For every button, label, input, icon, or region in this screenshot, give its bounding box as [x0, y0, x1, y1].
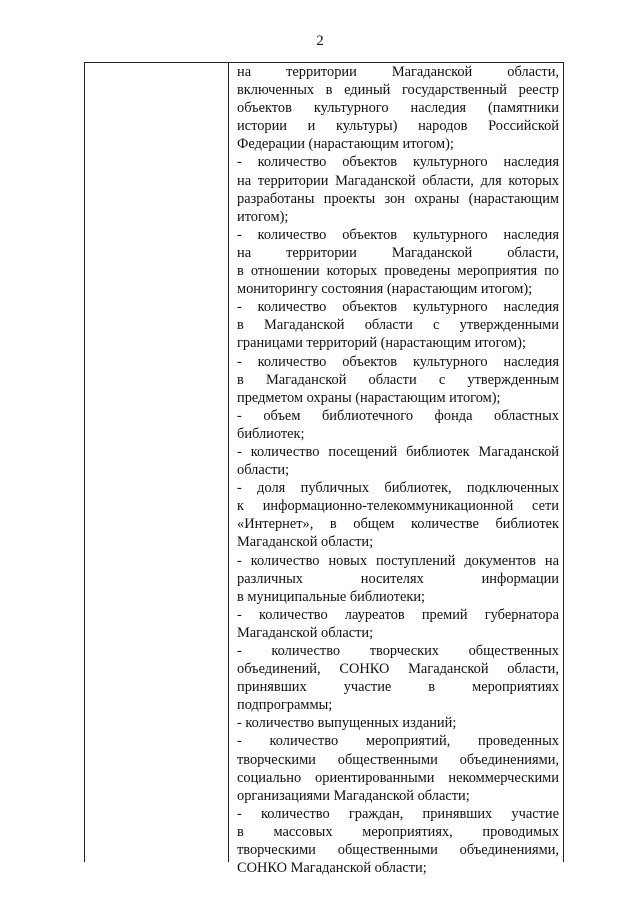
text-line: - количество лауреатов премий губернатора — [237, 606, 559, 623]
text-line: в Магаданской области с утвержденным — [237, 371, 559, 388]
text-line: в отношении которых проведены мероприятия по — [237, 263, 559, 280]
text-line: истории и культуры) народов Российской — [237, 118, 559, 135]
text-line: организациями Магаданской области; — [237, 787, 470, 804]
document-table — [84, 62, 564, 877]
text-line: в массовых мероприятиях, проводимых — [237, 823, 559, 840]
text-line: социально ориентированными некоммерческими — [237, 769, 559, 786]
text-line: библиотек; — [237, 425, 305, 442]
text-line: границами территорий (нарастающим итогом); — [237, 335, 526, 352]
text-line: - количество объектов культурного наследия — [237, 154, 559, 171]
text-line: предметом охраны (нарастающим итогом); — [237, 389, 501, 406]
text-line: - объем библиотечного фонда областных — [237, 407, 559, 424]
text-line: - количество объектов культурного наследия — [237, 353, 559, 370]
text-line: подпрограммы; — [237, 697, 333, 714]
text-line: Магаданской области; — [237, 534, 374, 551]
text-line: «Интернет», в общем количестве библиотек — [237, 516, 559, 533]
text-line: включенных в единый государственный реестр — [237, 82, 559, 99]
text-line: в Магаданской области с утвержденными — [237, 317, 559, 334]
text-line: - количество объектов культурного наследия — [237, 299, 559, 316]
text-line: в муниципальные библиотеки; — [237, 588, 426, 605]
text-line: - количество посещений библиотек Магаданской — [237, 443, 559, 460]
text-line: - доля публичных библиотек, подключенных — [237, 480, 559, 497]
text-line: принявших участие в мероприятиях — [237, 679, 559, 696]
text-line: объектов культурного наследия (памятники — [237, 100, 559, 117]
text-line: - количество объектов культурного наследия — [237, 226, 559, 243]
table-left-cell — [85, 63, 228, 862]
text-line: Магаданской области; — [237, 624, 374, 641]
text-line: на территории Магаданской области, — [237, 244, 559, 261]
text-line: различных носителях информации — [237, 570, 559, 587]
text-line: творческими общественными объединениями, — [237, 842, 559, 859]
text-line: на территории Магаданской области, — [237, 64, 559, 80]
column-divider — [228, 63, 229, 862]
text-line: творческими общественными объединениями, — [237, 751, 559, 768]
text-line: к информационно-телекоммуникационной сети — [237, 498, 559, 515]
text-line: объединений, СОНКО Магаданской области, — [237, 661, 559, 678]
text-line: итогом); — [237, 208, 289, 225]
text-line: - количество мероприятий, проведенных — [237, 733, 559, 750]
text-line: на территории Магаданской области, для которых — [237, 172, 559, 189]
page-number: 2 — [316, 33, 324, 49]
text-line: - количество творческих общественных — [237, 643, 559, 659]
text-line: мониторингу состояния (нарастающим итогом); — [237, 281, 533, 298]
text-line: разработаны проекты зон охраны (нарастающим — [237, 190, 559, 207]
text-line: - количество выпущенных изданий; — [237, 715, 457, 732]
text-line: - количество новых поступлений документов на — [237, 552, 559, 569]
text-line: - количество граждан, принявших участие — [237, 805, 559, 822]
table-right-cell — [237, 63, 559, 877]
text-line: Федерации (нарастающим итогом); — [237, 136, 454, 153]
text-line: СОНКО Магаданской области; — [237, 860, 427, 877]
text-line: области; — [237, 462, 290, 479]
